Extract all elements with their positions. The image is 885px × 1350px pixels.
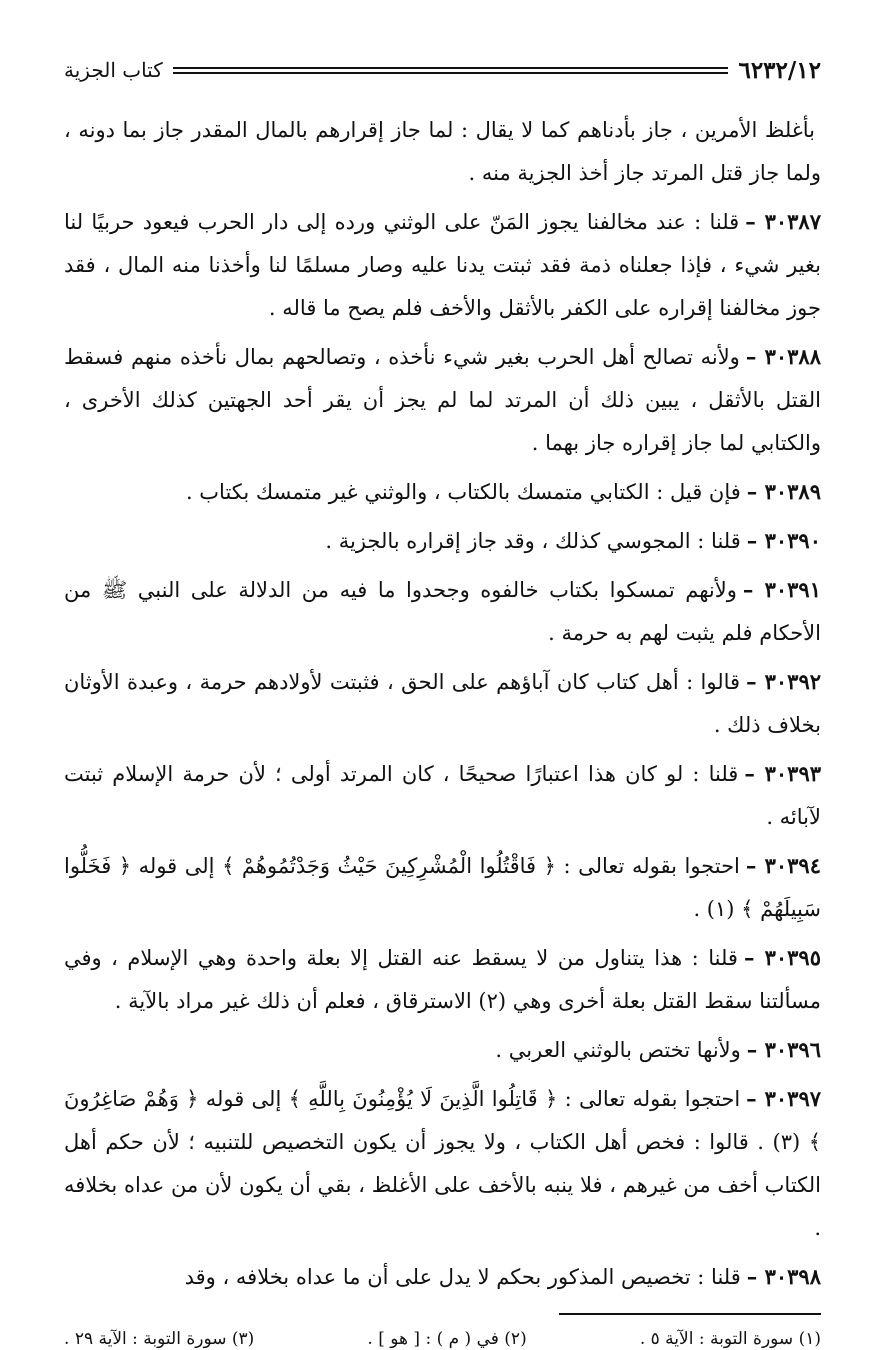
paragraph bbox=[64, 1255, 821, 1299]
paragraph-number: ٣٠٣٩٦ – bbox=[746, 1037, 821, 1062]
paragraph: بأغلظ الأمرين ، جاز بأدناهم كما لا يقال : لما جاز إقرارهم بالمال المقدر جاز بما دونه ، ولما جاز قتل المرتد جاز أخذ الجزية منه . bbox=[64, 118, 821, 185]
header-rule bbox=[173, 67, 729, 74]
paragraph-text: ولأنها تختص بالوثني العربي . bbox=[495, 1038, 741, 1062]
page-number: ٦٢٣٢/١٢ bbox=[738, 56, 821, 84]
footnote-separator bbox=[559, 1313, 821, 1315]
paragraph-number: ٣٠٣٨٧ – bbox=[745, 209, 821, 234]
paragraph bbox=[64, 1028, 821, 1072]
paragraph-text: احتجوا بقوله تعالى : ﴿ قَاتِلُوا الَّذِينَ لَا يُؤْمِنُونَ بِاللَّهِ ﴾ إلى قوله ﴿ وَهُمْ صَاغِرُونَ ﴾ (٣) . قالوا : فخص أهل الكتاب ، ولا يجوز أن يكون التخصيص للتنبيه ؛ لأن حكم أهل الكتاب أخف من غيرهم ، فلا ينبه بالأخف على الأغلظ ، بقي أن يكون لأن من عداه بخلافه . bbox=[64, 1087, 821, 1240]
paragraph-number: ٣٠٣٩٥ – bbox=[743, 945, 821, 970]
footnotes bbox=[64, 1329, 821, 1349]
footnote: (٢) في ( م ) : [ هو ] . bbox=[367, 1329, 527, 1349]
paragraph-text: قلنا : عند مخالفنا يجوز المَنّ على الوثني ورده إلى دار الحرب فيعود حربيًا لنا بغير شيء ، فإذا جعلناه ذمة فقد ثبتت يدنا عليه وصار مسلمًا لنا وأخذنا منه المال ، فقد جوز مخالفنا إقراره على الكفر بالأثقل والأخف فلم يصح ما قاله . bbox=[64, 210, 821, 320]
paragraph-number: ٣٠٣٩٧ – bbox=[746, 1086, 822, 1111]
paragraph bbox=[64, 1077, 821, 1250]
paragraph-text: قلنا : المجوسي كذلك ، وقد جاز إقراره بالجزية . bbox=[325, 529, 741, 553]
paragraph-text: قلنا : لو كان هذا اعتبارًا صحيحًا ، كان المرتد أولى ؛ لأن حرمة الإسلام ثبتت لآبائه . bbox=[64, 762, 821, 829]
paragraph bbox=[64, 660, 821, 747]
paragraph-number: ٣٠٣٨٩ – bbox=[746, 479, 821, 504]
paragraph-number: ٣٠٣٩٠ – bbox=[746, 528, 821, 553]
paragraph bbox=[64, 200, 821, 330]
paragraph bbox=[64, 519, 821, 563]
paragraph-text: قلنا : هذا يتناول من لا يسقط عنه القتل إلا بعلة واحدة وهي الإسلام ، وفي مسألتنا سقط القتل بعلة أخرى وهي (٢) الاسترقاق ، فعلم أن ذلك غير مراد بالآية . bbox=[64, 946, 821, 1013]
paragraph-text: قلنا : تخصيص المذكور بحكم لا يدل على أن ما عداه بخلافه ، وقد bbox=[184, 1265, 741, 1289]
paragraph-number: ٣٠٣٨٨ – bbox=[745, 344, 821, 369]
paragraph-number: ٣٠٣٩١ – bbox=[742, 577, 821, 602]
paragraph-text: قالوا : أهل كتاب كان آباؤهم على الحق ، فثبتت لأولادهم حرمة ، وعبدة الأوثان بخلاف ذلك . bbox=[64, 670, 821, 737]
paragraph bbox=[64, 568, 821, 655]
book-title: كتاب الجزية bbox=[64, 58, 163, 82]
paragraph bbox=[64, 936, 821, 1023]
paragraph bbox=[64, 470, 821, 514]
page-body bbox=[64, 108, 821, 1299]
paragraph-number: ٣٠٣٩٣ – bbox=[744, 761, 822, 786]
page-header bbox=[64, 48, 821, 92]
page bbox=[64, 48, 821, 1349]
footnote: (٣) سورة التوبة : الآية ٢٩ . bbox=[64, 1329, 255, 1349]
paragraph bbox=[64, 335, 821, 465]
paragraph-number: ٣٠٣٩٤ – bbox=[745, 853, 821, 878]
paragraph-text: ولأنهم تمسكوا بكتاب خالفوه وجحدوا ما فيه من الدلالة على النبي ﷺ من الأحكام فلم يثبت لهم به حرمة . bbox=[64, 578, 821, 645]
paragraph-number: ٣٠٣٩٨ – bbox=[746, 1264, 821, 1289]
paragraph bbox=[64, 752, 821, 839]
paragraph bbox=[64, 844, 821, 931]
paragraph-text: احتجوا بقوله تعالى : ﴿ فَاقْتُلُوا الْمُشْرِكِينَ حَيْثُ وَجَدْتُمُوهُمْ ﴾ إلى قوله ﴿ فَخَلُّوا سَبِيلَهُمْ ﴾ (١) . bbox=[64, 854, 821, 921]
paragraph-number: ٣٠٣٩٢ – bbox=[746, 669, 822, 694]
paragraph-text: فإن قيل : الكتابي متمسك بالكتاب ، والوثني غير متمسك بكتاب . bbox=[185, 480, 741, 504]
paragraph-text: ولأنه تصالح أهل الحرب بغير شيء نأخذه ، وتصالحهم بمال نأخذه منهم فسقط القتل بالأثقل ، يبين ذلك أن المرتد لما لم يجز أن يقر أحد الجهتين كذلك الأخرى ، والكتابي لما جاز إقراره جاز بهما . bbox=[64, 345, 821, 455]
footnote: (١) سورة التوبة : الآية ٥ . bbox=[639, 1329, 821, 1349]
